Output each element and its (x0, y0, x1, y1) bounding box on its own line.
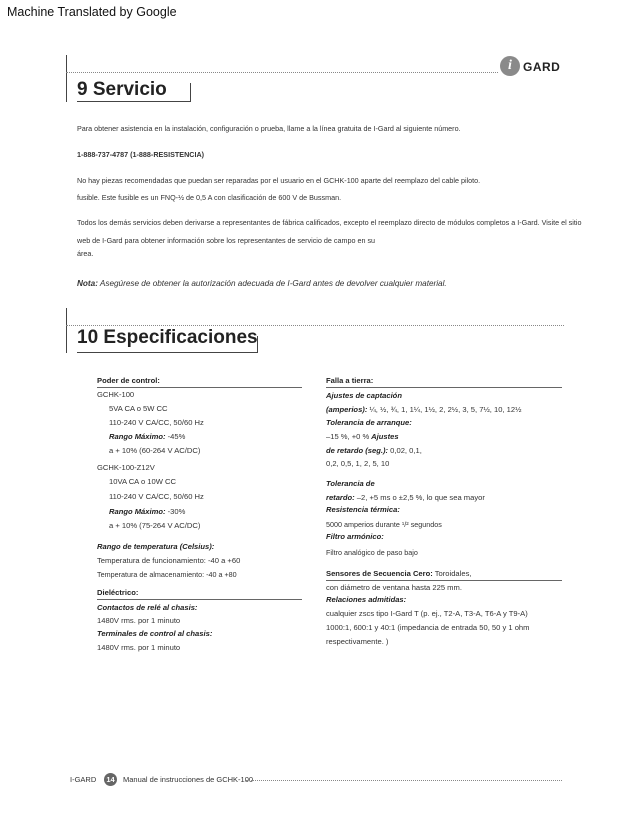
section9-title: 9 Servicio (77, 79, 167, 100)
dielectric-rule (97, 599, 302, 600)
gchk100-voltage: 110-240 V CA/CC, 50/60 Hz (109, 418, 204, 427)
pickup-amps (326, 405, 521, 414)
note-text: Asegúrese de obtener la autorización adecuada de I-Gard antes de devolver cualquier material. (97, 279, 447, 288)
max-range-value-2: -30% (165, 507, 186, 516)
footer-brand: I-GARD (70, 775, 97, 784)
start-tolerance-range: –15 %, +0 % (326, 432, 370, 441)
section9-intro: Para obtener asistencia en la instalación, configuración o prueba, llame a la línea gratuita de I-Gard al siguiente número. (77, 124, 461, 133)
delay-tolerance-heading: Tolerancia de (326, 479, 375, 488)
section9-left-rule (66, 55, 67, 102)
ratio-line-1: cualquier zscs tipo I-Gard T (p. ej., T2-A, T3-A, T6-A y T9-A) (326, 609, 528, 618)
thermal-resistance-value: 5000 amperios durante ¹/² segundos (326, 520, 442, 529)
delay-values-2: 0,2, 0,5, 1, 2, 5, 10 (326, 459, 390, 468)
gchk100-power: 5VA CA o 5W CC (109, 404, 168, 413)
logo-text: GARD (523, 60, 561, 74)
ratio-line-3: respectivamente. ) (326, 637, 389, 646)
ground-fault-rule (326, 387, 562, 388)
footer-manual-title: Manual de instrucciones de GCHK-100 (123, 775, 254, 784)
i-logo-icon: i (500, 56, 520, 76)
section9-title-bracket (190, 83, 191, 101)
pickup-settings-heading: Ajustes de captación (326, 391, 402, 400)
max-range-value: -45% (165, 432, 186, 441)
zero-sequence-rule (326, 580, 562, 581)
gchk100z-voltage: 110-240 V CA/CC, 50/60 Hz (109, 492, 204, 501)
control-power-rule (97, 387, 302, 388)
zero-sequence-label: Sensores de Secuencia Cero: (326, 569, 433, 578)
dielectric-heading: Dieléctrico: (97, 588, 139, 597)
window-diameter: con diámetro de ventana hasta 225 mm. (326, 583, 462, 592)
section9-note (77, 279, 447, 288)
delay-label: de retardo (seg.): (326, 446, 389, 455)
other-service-line-1: Todos los demás servicios deben derivarse a representantes de fábrica calificados, excepto el reemplazo directo de módulos completos a I-Gard. Visite el sitio (77, 218, 582, 227)
zero-sequence-sensors (326, 569, 471, 578)
footer-dotted-rule (246, 780, 562, 781)
control-power-heading: Poder de control: (97, 376, 160, 385)
control-terminals-heading: Terminales de control al chasis: (97, 629, 213, 638)
relay-contacts-heading: Contactos de relé al chasis: (97, 603, 198, 612)
start-tolerance-values (326, 432, 399, 441)
relay-contacts-value: 1480V rms. por 1 minuto (97, 616, 181, 625)
temp-operating: Temperatura de funcionamiento: -40 a +60 (97, 556, 241, 565)
delay-tolerance-label: retardo: (326, 493, 355, 502)
section9-top-dotted-rule (66, 72, 498, 73)
gchk100z-model: GCHK-100-Z12V (97, 463, 155, 472)
gchk100-model: GCHK-100 (97, 390, 135, 399)
section10-top-dotted-rule (66, 325, 564, 326)
ground-fault-heading: Falla a tierra: (326, 376, 374, 385)
parts-line-2: fusible. Este fusible es un FNQ-½ de 0,5 A con clasificación de 600 V de Bussman. (77, 193, 342, 202)
other-service-line-3: área. (77, 249, 94, 258)
gchk100z-power: 10VA CA o 10W CC (109, 477, 176, 486)
other-service-line-2: web de I-Gard para obtener información sobre los representantes de servicio de campo en su (77, 236, 376, 245)
section9-title-underline (77, 101, 191, 102)
delay-tolerance-values: –2, +5 ms o ±2,5 %, lo que sea mayor (354, 493, 485, 502)
harmonic-filter-value: Filtro analógico de paso bajo (326, 548, 418, 557)
ratio-line-2: 1000:1, 600:1 y 40:1 (impedancia de entrada 50, 50 y 1 ohm (326, 623, 530, 632)
temp-storage: Temperatura de almacenamiento: -40 a +80 (97, 570, 237, 579)
section10-title-underline (77, 352, 258, 353)
temp-range-heading: Rango de temperatura (Celsius): (97, 542, 215, 551)
delay-values: 0,02, 0,1, (388, 446, 422, 455)
page-number-badge: 14 (104, 773, 117, 786)
start-tolerance-heading: Tolerancia de arranque: (326, 418, 412, 427)
max-range-label-2: Rango Máximo: (109, 507, 166, 516)
zero-sequence-value: Toroidales, (432, 569, 472, 578)
section10-title: 10 Especificaciones (77, 327, 258, 348)
max-range-label: Rango Máximo: (109, 432, 166, 441)
gchk100z-max-range (109, 507, 185, 516)
control-terminals-value: 1480V rms. por 1 minuto (97, 643, 181, 652)
harmonic-filter-heading: Filtro armónico: (326, 532, 384, 541)
section10-left-rule (66, 308, 67, 353)
service-phone: 1-888-737-4787 (1-888-RESISTENCIA) (77, 150, 205, 159)
gchk100z-upper-range: a + 10% (75-264 V AC/DC) (109, 521, 201, 530)
pickup-amps-values: ¼, ½, ¾, 1, 1¼, 1½, 2, 2½, 3, 5, 7½, 10, 12½ (367, 405, 522, 414)
parts-line-1: No hay piezas recomendadas que puedan ser reparadas por el usuario en el GCHK-100 aparte del reemplazo del cable piloto. (77, 176, 481, 185)
igard-logo (500, 56, 570, 78)
delay-tolerance (326, 493, 485, 502)
thermal-resistance-heading: Resistencia térmica: (326, 505, 400, 514)
gchk100-max-range (109, 432, 185, 441)
gchk100-upper-range: a + 10% (60-264 V AC/DC) (109, 446, 201, 455)
note-label: Nota: (77, 279, 98, 288)
delay-settings (326, 446, 422, 455)
pickup-amps-label: (amperios): (326, 405, 368, 414)
machine-translation-banner: Machine Translated by Google (7, 5, 177, 19)
delay-settings-label: Ajustes (369, 432, 399, 441)
admitted-ratios-heading: Relaciones admitidas: (326, 595, 407, 604)
